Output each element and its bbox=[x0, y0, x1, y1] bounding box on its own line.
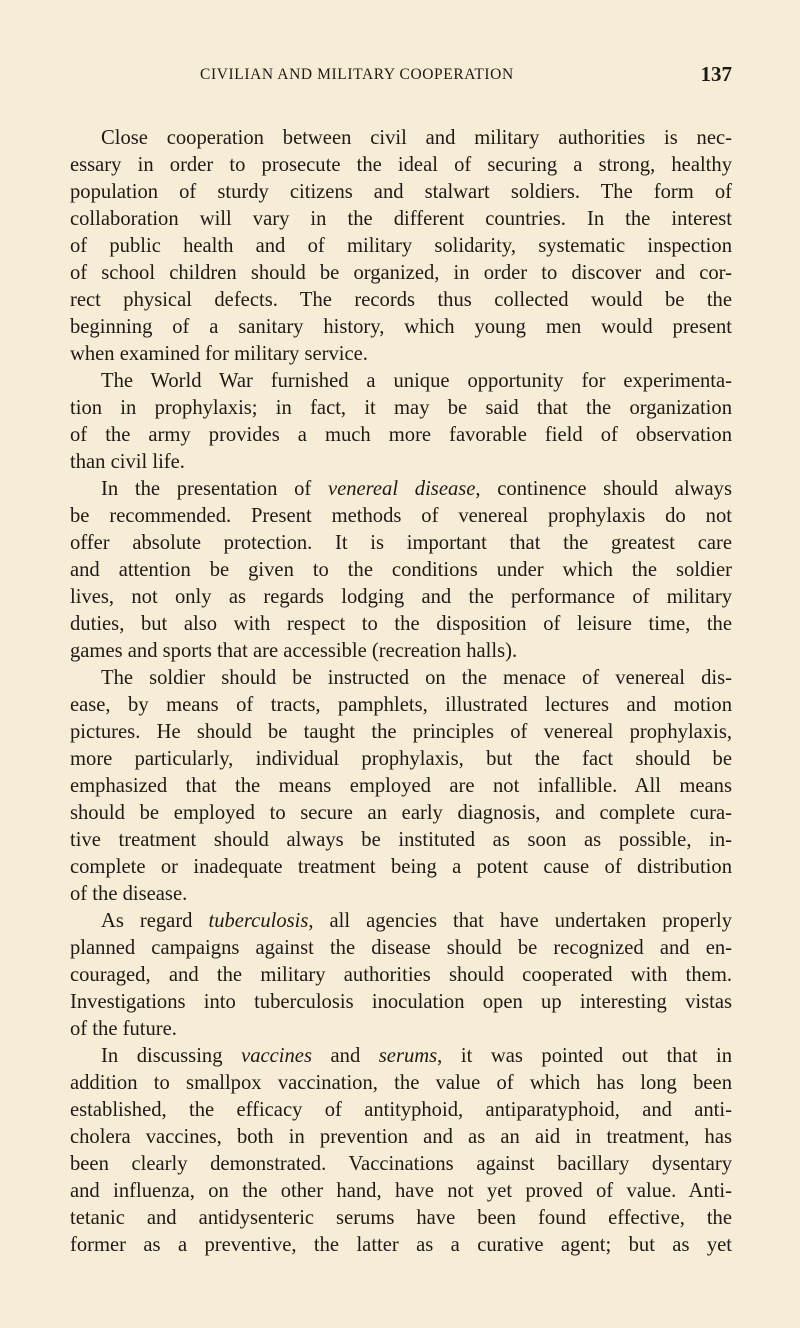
text-line: games and sports that are accessible (recreation halls). bbox=[70, 640, 518, 662]
text-line: of the disease. bbox=[70, 883, 188, 905]
text-line: emphasized that the means employed are not infallible. All means bbox=[70, 775, 732, 797]
paragraph bbox=[70, 476, 732, 665]
text-line: been clearly demonstrated. Vaccinations against bacillary dysentary bbox=[70, 1153, 732, 1175]
text-line: of the army provides a much more favorable field of observation bbox=[70, 424, 732, 446]
page-header bbox=[200, 62, 732, 92]
text-line: In the presentation of venereal disease, continence should always bbox=[101, 478, 732, 500]
text-line: offer absolute protection. It is important that the greatest care bbox=[70, 532, 732, 554]
paragraph bbox=[70, 908, 732, 1043]
text-line: than civil life. bbox=[70, 451, 185, 473]
text-line: The World War furnished a unique opportunity for experimenta- bbox=[101, 370, 732, 392]
text-line: established, the efficacy of antityphoid, antiparatyphoid, and anti- bbox=[70, 1099, 732, 1121]
paragraph bbox=[70, 665, 732, 908]
text-line: tion in prophylaxis; in fact, it may be said that the organization bbox=[70, 397, 732, 419]
body-text bbox=[70, 125, 732, 1259]
text-line: lives, not only as regards lodging and the performance of military bbox=[70, 586, 732, 608]
text-line: and influenza, on the other hand, have not yet proved of value. Anti- bbox=[70, 1180, 732, 1202]
text-line: should be employed to secure an early diagnosis, and complete cura- bbox=[70, 802, 732, 824]
text-line: population of sturdy citizens and stalwart soldiers. The form of bbox=[70, 181, 732, 203]
text-line: rect physical defects. The records thus collected would be the bbox=[70, 289, 732, 311]
text-line: complete or inadequate treatment being a potent cause of distribution bbox=[70, 856, 732, 878]
text-line: addition to smallpox vaccination, the value of which has long been bbox=[70, 1072, 732, 1094]
text-line: couraged, and the military authorities should cooperated with them. bbox=[70, 964, 732, 986]
text-line: and attention be given to the conditions under which the soldier bbox=[70, 559, 732, 581]
text-line: The soldier should be instructed on the menace of venereal dis- bbox=[101, 667, 732, 689]
text-line: tive treatment should always be instituted as soon as possible, in- bbox=[70, 829, 732, 851]
text-line: of public health and of military solidarity, systematic inspection bbox=[70, 235, 732, 257]
text-line: In discussing vaccines and serums, it was pointed out that in bbox=[101, 1045, 733, 1067]
text-line: tetanic and antidysenteric serums have been found effective, the bbox=[70, 1207, 732, 1229]
page-number: 137 bbox=[700, 62, 732, 86]
text-line: of school children should be organized, in order to discover and cor- bbox=[70, 262, 732, 284]
emphasized-term: serums bbox=[378, 1045, 438, 1067]
text-line: be recommended. Present methods of venereal prophylaxis do not bbox=[70, 505, 732, 527]
text-line: more particularly, individual prophylaxis, but the fact should be bbox=[70, 748, 732, 770]
text-line: ease, by means of tracts, pamphlets, illustrated lectures and motion bbox=[70, 694, 732, 716]
text-line: As regard tuberculosis, all agencies that have undertaken properly bbox=[101, 910, 732, 932]
running-title: CIVILIAN AND MILITARY COOPERATION bbox=[200, 66, 514, 83]
text-line: planned campaigns against the disease should be recognized and en- bbox=[70, 937, 732, 959]
text-line: essary in order to prosecute the ideal of securing a strong, healthy bbox=[70, 154, 732, 176]
text-line: duties, but also with respect to the disposition of leisure time, the bbox=[70, 613, 732, 635]
emphasized-term: vaccines bbox=[241, 1045, 312, 1067]
emphasized-term: venereal disease bbox=[327, 478, 476, 500]
paragraph bbox=[70, 368, 732, 476]
text-line: when examined for military service. bbox=[70, 343, 368, 365]
paragraph bbox=[70, 125, 732, 368]
text-line: Close cooperation between civil and military authorities is nec- bbox=[101, 127, 732, 149]
text-line: collaboration will vary in the different countries. In the interest bbox=[70, 208, 732, 230]
text-line: pictures. He should be taught the principles of venereal prophylaxis, bbox=[70, 721, 732, 743]
text-line: Investigations into tuberculosis inoculation open up interesting vistas bbox=[70, 991, 732, 1013]
text-line: cholera vaccines, both in prevention and as an aid in treatment, has bbox=[70, 1126, 732, 1148]
paragraph bbox=[70, 1043, 732, 1259]
text-line: former as a preventive, the latter as a curative agent; but as yet bbox=[70, 1234, 732, 1256]
text-line: beginning of a sanitary history, which young men would present bbox=[70, 316, 732, 338]
text-line: of the future. bbox=[70, 1018, 177, 1040]
emphasized-term: tuberculosis bbox=[208, 910, 309, 932]
